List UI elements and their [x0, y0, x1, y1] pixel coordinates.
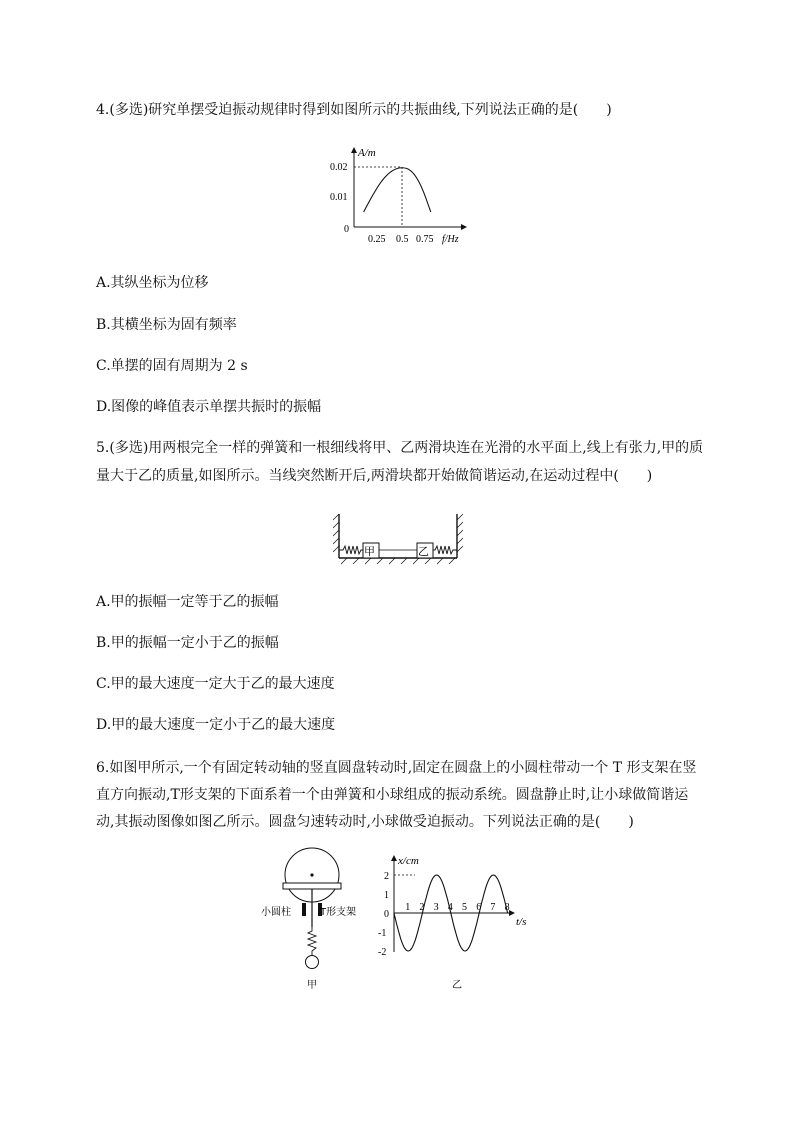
q6-x-tick: 8 [504, 902, 510, 913]
q6-y-tick: -1 [378, 928, 387, 939]
q6-caption-jia: 甲 [307, 980, 317, 991]
q5-stem-line1: 5.(多选)用两根完全一样的弹簧和一根细线将甲、乙两滑块连在光滑的水平面上,线上有张力,甲的质 [96, 440, 704, 456]
spring-blocks-figure [333, 510, 463, 566]
q6-stem-line2: 直方向振动,T形支架的下面系着一个由弹簧和小球组成的振动系统。圆盘静止时,让小球做简谐运 [96, 787, 689, 803]
q6-x-tick: 1 [405, 902, 411, 913]
q6-x-tick: 6 [476, 902, 482, 913]
q4-x-tick-025: 0.25 [368, 234, 386, 245]
q4-x-axis-label: f/Hz [442, 234, 459, 245]
q5-stem-line2: 量大于乙的质量,如图所示。当线突然断开后,两滑块都开始做简谐运动,在运动过程中( ) [96, 468, 653, 484]
q5-option-b: B.甲的振幅一定小于乙的振幅 [96, 635, 279, 651]
q4-y-tick-001: 0.01 [330, 192, 348, 203]
q4-origin: 0 [344, 224, 349, 235]
q6-y-tick: 2 [384, 871, 389, 882]
vibration-graph [368, 852, 538, 992]
q5-block-yi-label: 乙 [418, 545, 429, 558]
q6-x-tick: 2 [419, 902, 425, 913]
q4-x-tick-05: 0.5 [396, 234, 409, 245]
q6-stem-line3: 动,其振动图像如图乙所示。圆盘匀速转动时,小球做受迫振动。下列说法正确的是( ) [96, 814, 634, 830]
q6-y-tick: -2 [378, 947, 387, 958]
q6-label-cylinder: 小圆柱 [261, 907, 291, 918]
q6-x-tick: 4 [447, 902, 453, 913]
q5-option-d: D.甲的最大速度一定小于乙的最大速度 [96, 717, 336, 733]
q6-x-tick: 3 [433, 902, 439, 913]
q6-guide-left [302, 903, 306, 916]
q6-y-tick: 1 [384, 890, 389, 901]
q5-right-spring [433, 546, 457, 554]
q4-option-a: A.其纵坐标为位移 [96, 275, 209, 291]
q4-x-tick-075: 0.75 [416, 234, 434, 245]
q4-option-d: D.图像的峰值表示单摆共振时的振幅 [96, 399, 322, 415]
q6-spring [308, 927, 316, 955]
q6-caption-yi: 乙 [452, 980, 462, 991]
q6-t-frame-bar [283, 883, 341, 889]
resonance-curve [364, 168, 431, 212]
q6-label-frame: T形支架 [320, 907, 357, 918]
q6-disk-axle [310, 873, 313, 876]
resonance-curve-graph [326, 143, 476, 247]
q4-y-tick-002: 0.02 [330, 162, 348, 173]
q6-ball [306, 956, 319, 969]
q4-y-axis-label: A/m [358, 147, 376, 159]
q6-stem-line1: 6.如图甲所示,一个有固定转动轴的竖直圆盘转动时,固定在圆盘上的小圆柱带动一个 T 形支架在竖 [96, 760, 697, 776]
q5-option-a: A.甲的振幅一定等于乙的振幅 [96, 594, 279, 610]
q4-option-c: C.单摆的固有周期为 2 s [96, 358, 248, 374]
q5-hatch [333, 514, 463, 564]
q6-x-tick: 7 [490, 902, 496, 913]
q5-left-spring [339, 546, 363, 554]
q5-option-c: C.甲的最大速度一定大于乙的最大速度 [96, 676, 335, 692]
q5-block-jia-label: 甲 [364, 545, 375, 558]
q6-y-tick: 0 [384, 909, 389, 920]
q6-x-tick: 5 [462, 902, 467, 913]
q4-stem: 4.(多选)研究单摆受迫振动规律时得到如图所示的共振曲线,下列说法正确的是( ) [96, 102, 612, 118]
disk-t-frame-figure [258, 845, 370, 995]
q6-y-axis-label: x/cm [398, 855, 419, 867]
q6-x-axis-label: t/s [516, 916, 527, 928]
q4-option-b: B.其横坐标为固有频率 [96, 317, 237, 333]
